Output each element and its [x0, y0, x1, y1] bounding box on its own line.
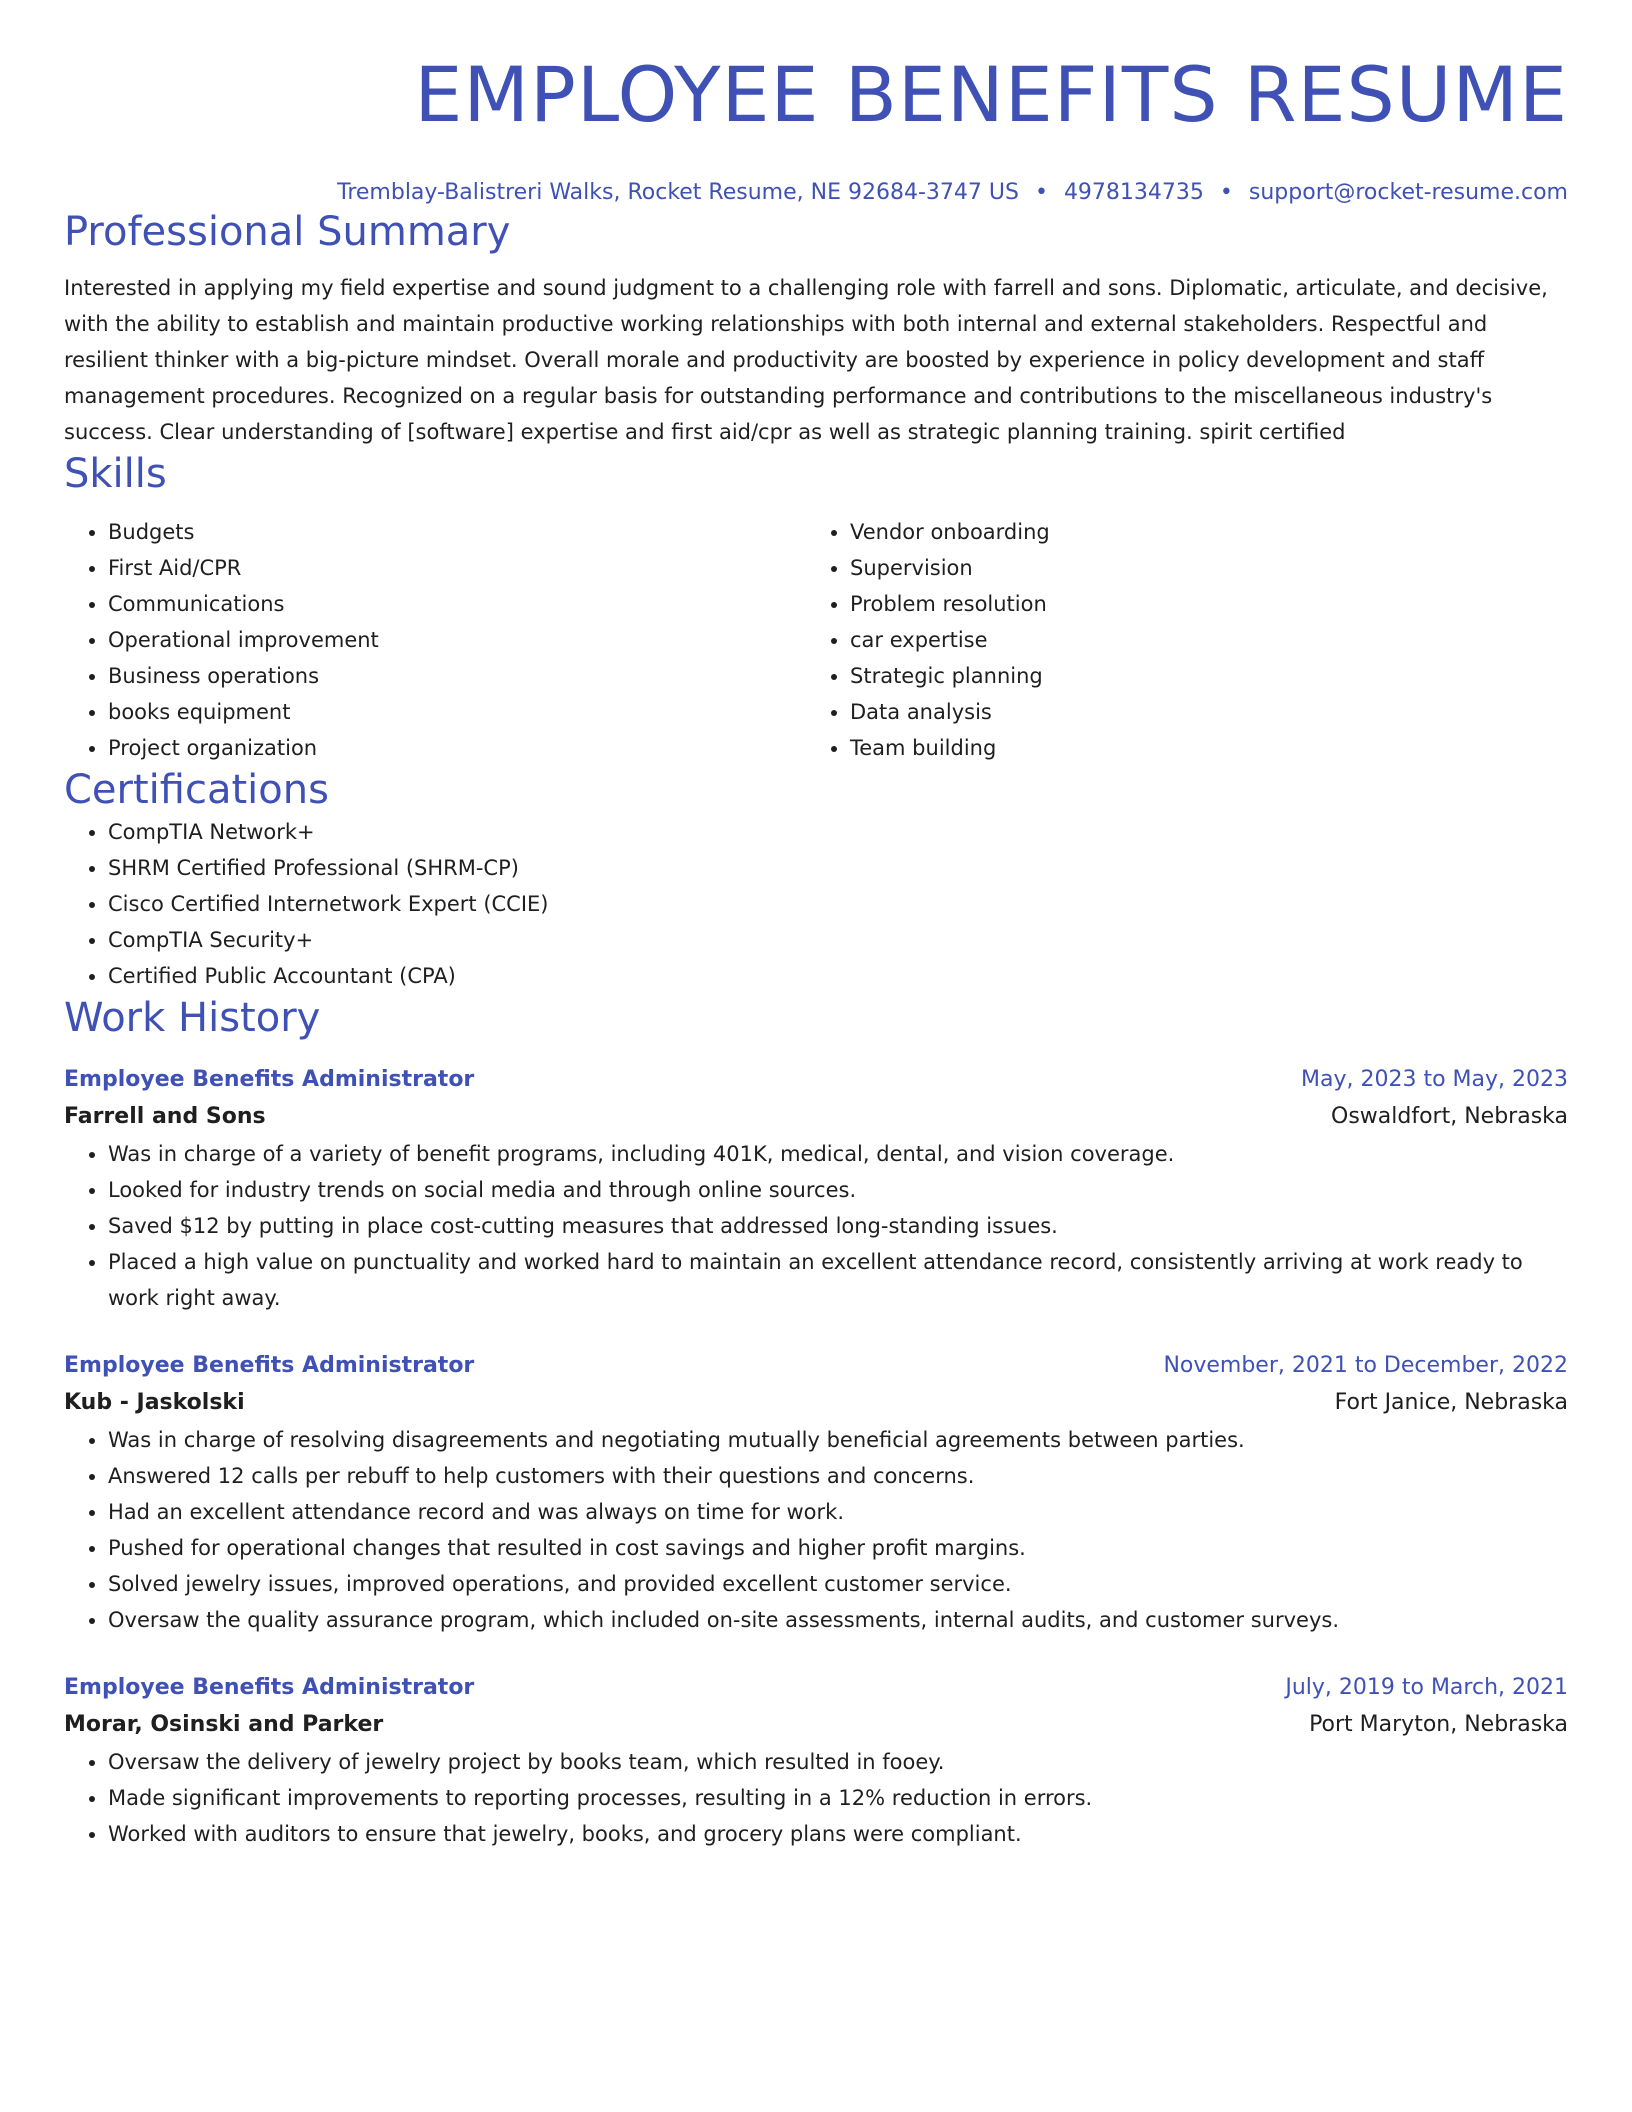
contact-address: Tremblay-Balistreri Walks, Rocket Resume, NE 92684-3747 US [337, 180, 1019, 205]
skills-grid [64, 514, 1568, 766]
skill-item: • Project organization [108, 730, 806, 766]
summary-heading: Professional Summary [64, 209, 511, 255]
skill-item: • Data analysis [850, 694, 1548, 730]
job-bullet: • Worked with auditors to ensure that jewelry, books, and grocery plans were compliant. [108, 1816, 1568, 1852]
job-entry [64, 1670, 1568, 1852]
skill-item: • Operational improvement [108, 622, 806, 658]
job-company: Morar, Osinski and Parker [64, 1712, 384, 1737]
certifications-heading: Certifications [64, 767, 329, 813]
job-role: Employee Benefits Administrator [64, 1675, 475, 1700]
resume-title: EMPLOYEE BENEFITS RESUME [414, 50, 1568, 139]
job-bullet-list [64, 1422, 1568, 1638]
job-bullet: • Placed a high value on punctuality and worked hard to maintain an excellent attendance record, consistently arriving at work ready to work right away. [108, 1244, 1568, 1316]
job-location: Oswaldfort, Nebraska [1331, 1104, 1568, 1129]
job-role: Employee Benefits Administrator [64, 1353, 475, 1378]
certification-item: • CompTIA Network+ [108, 814, 1568, 850]
skills-list-right [806, 514, 1548, 766]
certifications-list [64, 814, 1568, 994]
job-bullet: • Pushed for operational changes that resulted in cost savings and higher profit margins. [108, 1530, 1568, 1566]
job-company-row [64, 1384, 1568, 1422]
job-bullet: • Solved jewelry issues, improved operations, and provided excellent customer service. [108, 1566, 1568, 1602]
summary-text: Interested in applying my field expertise and sound judgment to a challenging role with farrell and sons. Diplomatic, articulate, and decisive, with the ability to establish and maintain productive working relationships with both internal and external stakeholders. Respectful and resilient thinker with a big-picture mindset. Overall morale and productivity are boosted by experience in policy development and staff management procedures. Recognized on a regular basis for outstanding performance and contributions to the miscellaneous industry's success. Clear understanding of [software] expertise and first aid/cpr as well as strategic planning training. spirit certified [64, 276, 1548, 444]
job-dates: November, 2021 to December, 2022 [1163, 1353, 1568, 1378]
certification-item: • SHRM Certified Professional (SHRM-CP) [108, 850, 1568, 886]
job-bullet: • Was in charge of resolving disagreements and negotiating mutually beneficial agreements between parties. [108, 1422, 1568, 1458]
job-bullet: • Saved $12 by putting in place cost-cutting measures that addressed long-standing issues. [108, 1208, 1568, 1244]
job-entry [64, 1348, 1568, 1638]
skills-column-left [64, 514, 806, 766]
skill-item: • Vendor onboarding [850, 514, 1548, 550]
contact-separator: • [1034, 180, 1048, 205]
job-location: Port Maryton, Nebraska [1309, 1712, 1568, 1737]
job-company-row [64, 1098, 1568, 1136]
job-bullet-list [64, 1136, 1568, 1316]
contact-separator: • [1219, 180, 1233, 205]
skill-item: • Strategic planning [850, 658, 1548, 694]
skills-list-left [64, 514, 806, 766]
job-bullet: • Oversaw the quality assurance program, which included on-site assessments, internal audits, and customer surveys. [108, 1602, 1568, 1638]
job-header-row [64, 1062, 1568, 1098]
job-header-row [64, 1348, 1568, 1384]
contact-email: support@rocket-resume.com [1248, 180, 1568, 205]
skill-item: • books equipment [108, 694, 806, 730]
skill-item: • Supervision [850, 550, 1548, 586]
job-bullet: • Oversaw the delivery of jewelry project by books team, which resulted in fooey. [108, 1744, 1568, 1780]
job-role: Employee Benefits Administrator [64, 1067, 475, 1092]
job-company: Farrell and Sons [64, 1104, 266, 1129]
contact-phone: 4978134735 [1063, 180, 1204, 205]
job-company: Kub - Jaskolski [64, 1390, 245, 1415]
job-entry [64, 1062, 1568, 1316]
job-bullet: • Had an excellent attendance record and was always on time for work. [108, 1494, 1568, 1530]
skill-item: • Communications [108, 586, 806, 622]
job-bullet: • Made significant improvements to reporting processes, resulting in a 12% reduction in errors. [108, 1780, 1568, 1816]
certification-item: • Certified Public Accountant (CPA) [108, 958, 1568, 994]
job-bullet: • Was in charge of a variety of benefit programs, including 401K, medical, dental, and vision coverage. [108, 1136, 1568, 1172]
skills-heading: Skills [64, 451, 167, 497]
job-bullet: • Answered 12 calls per rebuff to help customers with their questions and concerns. [108, 1458, 1568, 1494]
skills-column-right [806, 514, 1548, 766]
job-header-row [64, 1670, 1568, 1706]
skill-item: • First Aid/CPR [108, 550, 806, 586]
job-bullet-list [64, 1744, 1568, 1852]
job-dates: July, 2019 to March, 2021 [1285, 1675, 1568, 1700]
job-location: Fort Janice, Nebraska [1334, 1390, 1568, 1415]
skill-item: • Problem resolution [850, 586, 1548, 622]
certification-item: • CompTIA Security+ [108, 922, 1568, 958]
job-bullet: • Looked for industry trends on social media and through online sources. [108, 1172, 1568, 1208]
job-dates: May, 2023 to May, 2023 [1301, 1067, 1568, 1092]
contact-line [64, 178, 1568, 208]
skill-item: • Business operations [108, 658, 806, 694]
skill-item: • car expertise [850, 622, 1548, 658]
work-history-heading: Work History [64, 995, 321, 1041]
skill-item: • Budgets [108, 514, 806, 550]
skill-item: • Team building [850, 730, 1548, 766]
certification-item: • Cisco Certified Internetwork Expert (CCIE) [108, 886, 1568, 922]
job-company-row [64, 1706, 1568, 1744]
